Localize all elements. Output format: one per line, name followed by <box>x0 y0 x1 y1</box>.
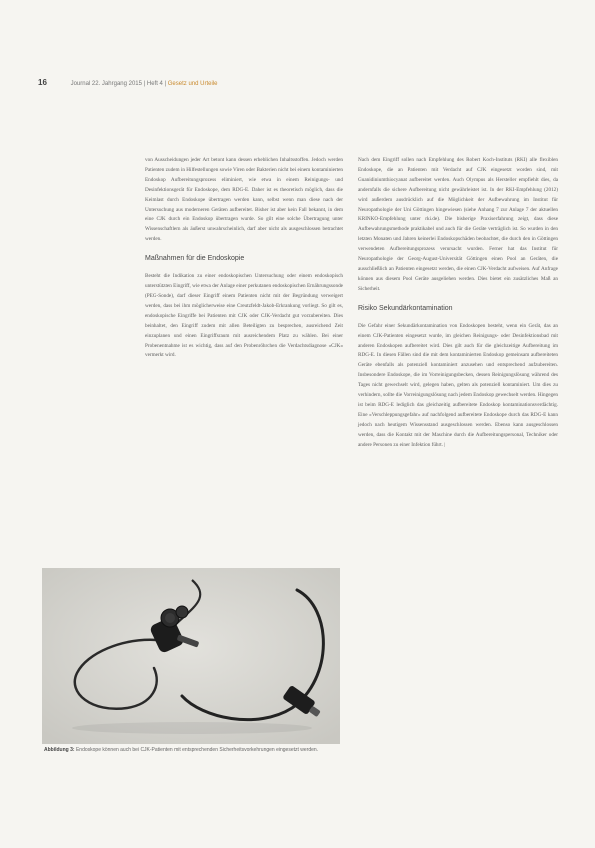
right-paragraph-1: Nach dem Eingriff sollen nach Empfehlung des Robert Koch-Instituts (RKI) alle flexiblen Endoskope, die an Patienten mit Verdacht auf CJK eingesetzt worden sind, mit Guanidiniumthiocyanat aufbereitet werden. Auch Olympus als Hersteller empfiehlt dies, da andernfalls die sichere Aufbereitung nicht gewährleistet ist. In der RKI-Empfehlung (2012) wird außerdem ausdrücklich auf die Möglichkeit der Aufbewahrung im Institut für Neuropathologie der Uni Göttingen hingewiesen (siehe Anhang 7 zur Anlage 7 der aktuellen KRINKO-Empfehlung unter rki.de). Die bisherige Praxiserfahrung zeigt, dass diese Aufbewahrungsmethode praktikabel und auch für die Geräte verträglich ist. So wurden in den letzten Monaten und Jahren keinerlei Endoskopschäden beobachtet, die durch den in Göttingen verwendeten Aufbereitungsprozess verursacht wurden. Ferner hat das Institut für Neuropathologie der Georg-August-Universität Göttingen einen Pool an Geräten, die ausschließlich an Patienten eingesetzt werden, die einen CJK-Verdacht aufweisen. Auf Anfrage können aus diesem Pool Geräte ausgeliehen werden. Dies bietet ein zusätzliches Maß an Sicherheit. <box>358 157 558 292</box>
left-paragraph-1: von Ausscheidungen jeder Art betont kann dessen erheblichen Inhaltsstoffen. Jedoch werden Patienten zudem in Hilfestellungen sowie Viren oder Bakterien nicht bei einem kontaminierten Endoskop Aufbereitungsprozess eliminiert, wie etwa in einem Reinigungs- und Desinfektionsgerät für Endoskope, dem RDG-E. Daher ist es theoretisch möglich, dass die Keimlast durch Endoskope übertragen werden kann, selbst wenn man diese nach der Untersuchung aus moderneren Geräten aufbereitet. Bisher ist aber kein Fall bekannt, in dem eine CJK durch ein Endoskop übertragen wurde. So gilt eine solche Übertragung unter Wissenschaftlern als äußerst unwahrscheinlich, darf aber nicht als ausgeschlossen betrachtet werden. <box>145 157 343 243</box>
figure-caption <box>44 747 342 755</box>
section-heading-endoscopy: Maßnahmen für die Endoskopie <box>145 255 245 263</box>
page-number: 16 <box>38 78 47 87</box>
caption-label: Abbildung 3: <box>44 747 75 753</box>
right-paragraph-2: Die Gefahr einer Sekundärkontamination von Endoskopen besteht, wenn ein Gerät, das an einem CJK-Patienten eingesetzt wurde, im gleichen Reinigungs- oder Desinfektionsbad mit anderen Endoskopen aufbereitet wird. Dies gilt auch für die gleichzeitige Aufbereitung im RDG-E. In diesen Fällen sind die mit dem kontaminierten Endoskop gemeinsam aufbereiteten Geräte ebenfalls als potenziell kontaminiert anzusehen und entsprechend aufzubereiten. Insbesondere Endoskope, die im Vorreinigungsbecken, dessen Reinigungslösung während des Tages nicht gewechselt wird, gelegen haben, gelten als potenziell kontaminiert. Um dies zu verhindern, sollte die Vorreinigungslösung nach jedem Endoskop gewechselt werden. Hingegen ist beim RDG-E lediglich das gleichzeitig aufbereitete Endoskop kontaminationsverdächtig. Eine »Verschleppungsgefahr« auf nachfolgend aufbereitete Endoskope durch das RDG-E kann jedoch nach heutigem Wissensstand ausgeschlossen werden. Ebenso kann ausgeschlossen werden, dass die Kontakt mit der Maschine durch die Aufbereitungspersonal, Techniker oder andere Personen zu einer Infektion führt. | <box>358 322 558 448</box>
section-heading-contamination: Risiko Sekundärkontamination <box>358 304 453 312</box>
left-paragraph-2: Besteht die Indikation zu einer endoskopischen Untersuchung oder einem endoskopisch unterstützten Eingriff, wie etwa der Anlage einer perkutanen endoskopischen Ernährungssonde (PEG-Sonde), darf dieser Eingriff einem Patienten nicht mit der Begründung verweigert werden, dass bei ihm möglicherweise eine Creutzfeldt-Jakob-Erkrankung vorliegt. So gilt es, endoskopische Eingriffe bei Patienten mit CJK oder CJK-Verdacht gut vorzubereiten. Dies beinhaltet, den Eingriff zudem mit allen Beteiligten zu besprechen, ausreichend Zeit einzuplanen und einen Eingriffsraum mit ausreichendem Platz zu wählen. Bei einer Probenentnahme ist es wichtig, dass auf den Probenröhrchen die Verdachtsdiagnose »CJK« vermerkt wird. <box>145 273 343 359</box>
caption-text: Endoskope können auch bei CJK-Patienten mit entsprechenden Sicherheitsvorkehrungen eingesetzt werden. <box>75 747 319 753</box>
endoscope-photo <box>42 568 340 744</box>
right-column <box>358 156 558 450</box>
running-header <box>38 78 217 87</box>
journal-info: Journal 22. Jahrgang 2015 | Heft 4 | <box>70 81 167 87</box>
section-title: Gesetz und Urteile <box>167 81 218 87</box>
endoscope-illustration <box>42 568 340 744</box>
left-column <box>145 156 343 361</box>
